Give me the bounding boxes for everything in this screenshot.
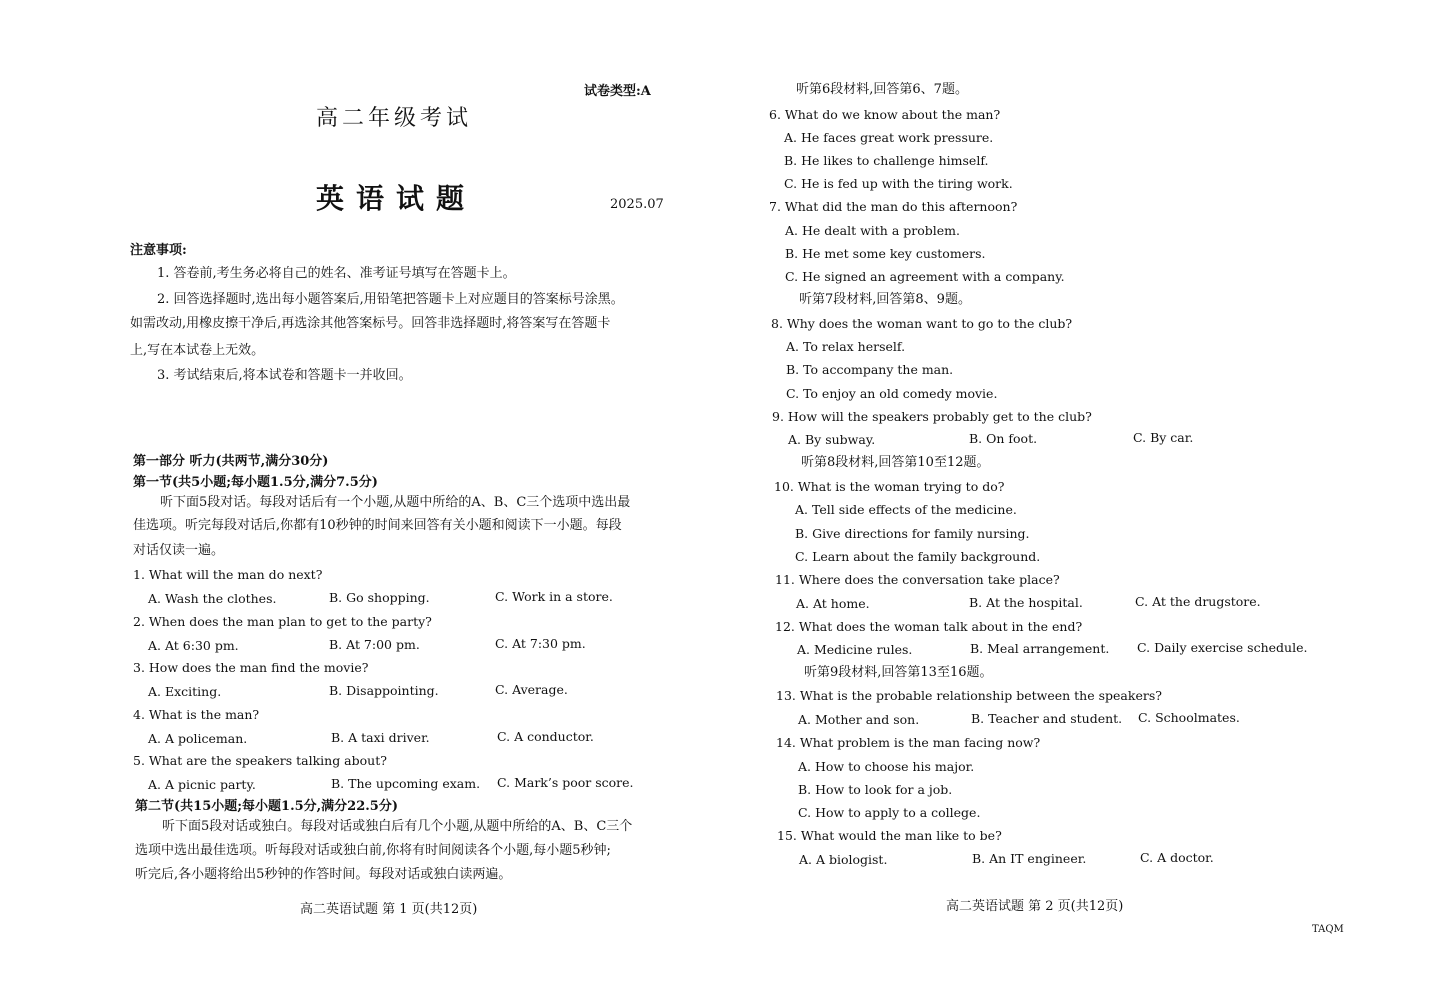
option-a: A. A picnic party. [148, 777, 256, 792]
instruction-line: 听完后,各小题将给出5秒钟的作答时间。每段对话或独白读两遍。 [135, 867, 512, 882]
question-stem: 3. How does the man find the movie? [133, 660, 369, 675]
option-b: B. At the hospital. [969, 595, 1083, 610]
exam-title: 高二年级考试 [316, 106, 473, 131]
question-stem: 6. What do we know about the man? [769, 107, 1001, 122]
question-stem: 14. What problem is the man facing now? [776, 735, 1041, 750]
question-stem: 10. What is the woman trying to do? [774, 479, 1005, 494]
option-c: C. At 7:30 pm. [495, 636, 586, 651]
material-header: 听第9段材料,回答第13至16题。 [804, 665, 993, 680]
option-a: A. Exciting. [148, 684, 222, 699]
exam-page-1 [0, 0, 700, 1002]
option-b: B. To accompany the man. [786, 362, 954, 377]
option-a: A. Medicine rules. [797, 642, 913, 657]
option-c: C. To enjoy an old comedy movie. [786, 386, 998, 401]
option-c: C. Mark’s poor score. [497, 775, 634, 790]
option-b: B. Go shopping. [329, 590, 430, 605]
exam-date: 2025.07 [610, 197, 664, 212]
option-c: C. By car. [1133, 430, 1194, 445]
option-b: B. How to look for a job. [798, 782, 953, 797]
option-a: A. At home. [796, 596, 870, 611]
option-a: A. A policeman. [148, 731, 248, 746]
question-stem: 15. What would the man like to be? [777, 828, 1002, 843]
option-b: B. Give directions for family nursing. [795, 526, 1030, 541]
option-b: B. On foot. [969, 431, 1038, 446]
notice-line: 1. 答卷前,考生务必将自己的姓名、准考证号填写在答题卡上。 [157, 266, 516, 281]
corner-code: TAQM [1312, 924, 1344, 935]
page-footer: 高二英语试题 第 2 页(共12页) [946, 899, 1124, 914]
option-b: B. At 7:00 pm. [329, 637, 420, 652]
option-b: B. He met some key customers. [785, 246, 986, 261]
section1-heading: 第一节(共5小题;每小题1.5分,满分7.5分) [133, 475, 378, 490]
option-a: A. By subway. [788, 432, 876, 447]
notice-heading: 注意事项: [130, 243, 187, 258]
instruction-line: 对话仅读一遍。 [133, 543, 225, 558]
option-b: B. Disappointing. [329, 683, 439, 698]
option-b: B. An IT engineer. [972, 851, 1087, 866]
option-c: C. Work in a store. [495, 589, 613, 604]
option-c: C. Learn about the family background. [795, 549, 1041, 564]
subject-title: 英语试题 [316, 182, 477, 215]
option-c: C. Average. [495, 682, 568, 697]
option-a: A. To relax herself. [786, 339, 906, 354]
instruction-line: 听下面5段对话或独白。每段对话或独白后有几个小题,从题中所给的A、B、C三个 [162, 819, 633, 834]
option-c: C. A conductor. [497, 729, 594, 744]
question-stem: 13. What is the probable relationship between the speakers? [776, 688, 1162, 703]
option-c: C. How to apply to a college. [798, 805, 981, 820]
option-c: C. Schoolmates. [1138, 710, 1240, 725]
question-stem: 1. What will the man do next? [133, 567, 323, 582]
page-footer: 高二英语试题 第 1 页(共12页) [300, 902, 478, 917]
section2-heading: 第二节(共15小题;每小题1.5分,满分22.5分) [135, 799, 398, 814]
part1-heading: 第一部分 听力(共两节,满分30分) [133, 454, 329, 469]
option-b: B. A taxi driver. [331, 730, 430, 745]
notice-line: 2. 回答选择题时,选出每小题答案后,用铅笔把答题卡上对应题目的答案标号涂黑。 [157, 292, 624, 307]
question-stem: 11. Where does the conversation take place? [775, 572, 1060, 587]
option-a: A. He dealt with a problem. [785, 223, 960, 238]
material-header: 听第8段材料,回答第10至12题。 [801, 455, 990, 470]
option-c: C. At the drugstore. [1135, 594, 1261, 609]
option-b: B. Meal arrangement. [970, 641, 1110, 656]
option-b: B. He likes to challenge himself. [784, 153, 989, 168]
notice-line: 上,写在本试卷上无效。 [130, 343, 265, 358]
paper-type-label: 试卷类型:A [584, 84, 651, 99]
material-header: 听第7段材料,回答第8、9题。 [799, 292, 971, 307]
option-c: C. He is fed up with the tiring work. [784, 176, 1013, 191]
question-stem: 7. What did the man do this afternoon? [769, 199, 1018, 214]
exam-page-2 [718, 0, 1418, 1002]
option-b: B. The upcoming exam. [331, 776, 481, 791]
option-a: A. He faces great work pressure. [784, 130, 994, 145]
instruction-line: 听下面5段对话。每段对话后有一个小题,从题中所给的A、B、C三个选项中选出最 [160, 495, 631, 510]
question-stem: 2. When does the man plan to get to the party? [133, 614, 432, 629]
option-a: A. How to choose his major. [798, 759, 975, 774]
option-a: A. Wash the clothes. [148, 591, 277, 606]
notice-line: 3. 考试结束后,将本试卷和答题卡一并收回。 [157, 368, 412, 383]
notice-line: 如需改动,用橡皮擦干净后,再选涂其他答案标号。回答非选择题时,将答案写在答题卡 [130, 316, 611, 331]
question-stem: 12. What does the woman talk about in the end? [775, 619, 1083, 634]
question-stem: 5. What are the speakers talking about? [133, 753, 387, 768]
question-stem: 8. Why does the woman want to go to the club? [771, 316, 1073, 331]
option-c: C. Daily exercise schedule. [1137, 640, 1308, 655]
option-a: A. Mother and son. [798, 712, 920, 727]
option-b: B. Teacher and student. [971, 711, 1123, 726]
instruction-line: 佳选项。听完每段对话后,你都有10秒钟的时间来回答有关小题和阅读下一小题。每段 [133, 518, 622, 533]
option-c: C. He signed an agreement with a company. [785, 269, 1065, 284]
material-header: 听第6段材料,回答第6、7题。 [796, 82, 968, 97]
option-a: A. A biologist. [799, 852, 888, 867]
question-stem: 4. What is the man? [133, 707, 260, 722]
option-c: C. A doctor. [1140, 850, 1214, 865]
option-a: A. At 6:30 pm. [148, 638, 239, 653]
question-stem: 9. How will the speakers probably get to the club? [772, 409, 1092, 424]
instruction-line: 选项中选出最佳选项。听每段对话或独白前,你将有时间阅读各个小题,每小题5秒钟; [135, 843, 611, 858]
option-a: A. Tell side effects of the medicine. [795, 502, 1017, 517]
